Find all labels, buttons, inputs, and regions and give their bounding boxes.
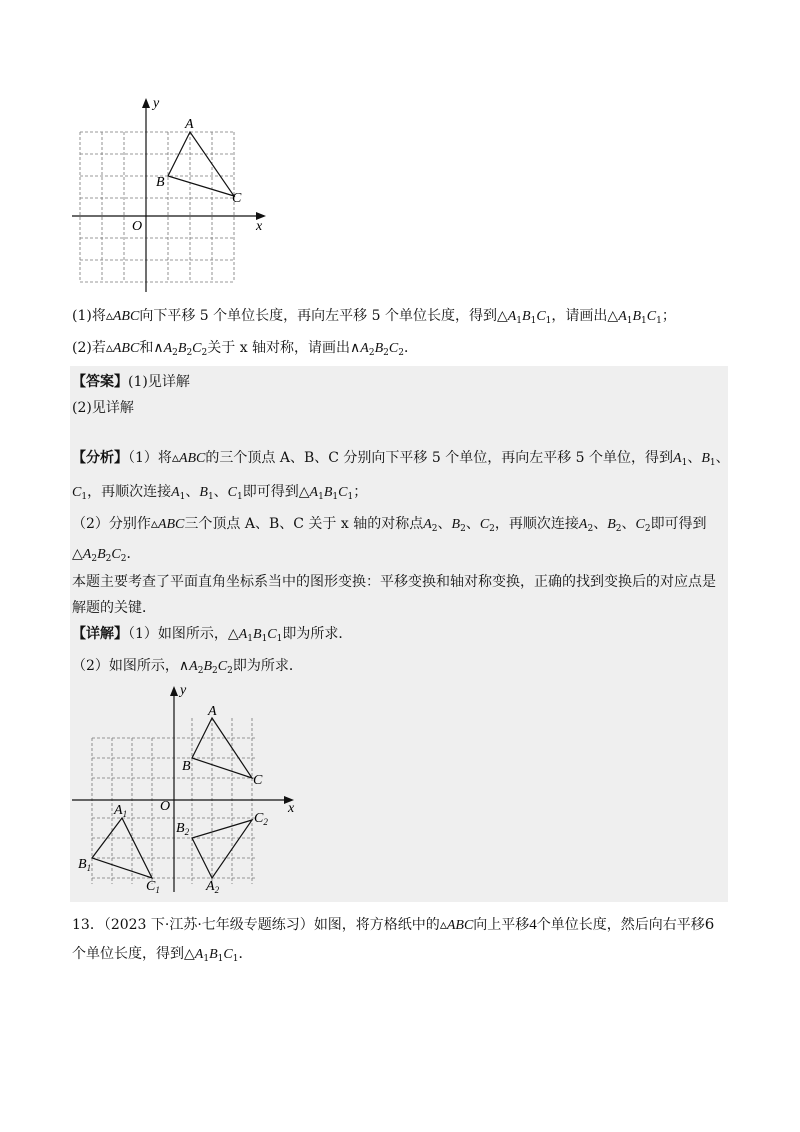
label-c2: $C_2$ xyxy=(254,811,268,827)
label-x: x xyxy=(288,801,295,816)
answer-label: 【答案】 xyxy=(72,374,128,390)
triangle-a2b2c2 xyxy=(192,820,252,878)
analysis-line-3: （2）分别作▵ABC三个顶点 A、B、C 关于 x 轴的对称点$A_2$、$B_2$、$C_2$，再顺次连接$A_2$、$B_2$、$C_2$即可得到 xyxy=(72,516,707,534)
analysis-summary-2: 解题的关键． xyxy=(72,600,156,616)
analysis-line-2: $C_1$，再顺次连接$A_1$、$B_1$、$C_1$即可得到$\triangle A_1B_1C_1$； xyxy=(72,484,368,502)
label-y: y xyxy=(153,96,160,111)
label-b1: $B_1$ xyxy=(78,857,92,873)
triangle-abc xyxy=(168,132,234,196)
figure-1-grid xyxy=(66,92,276,298)
detail-line-1: 【详解】（1）如图所示，$\triangle A_1B_1C_1$即为所求． xyxy=(72,626,353,644)
label-a1: $A_1$ xyxy=(114,803,128,819)
label-y: y xyxy=(180,683,187,698)
analysis-summary-1: 本题主要考查了平面直角坐标系当中的图形变换：平移变换和轴对称变换，正确的找到变换后的对应点是 xyxy=(72,574,716,590)
label-c: C xyxy=(232,191,242,206)
label-x: x xyxy=(256,219,263,234)
label-c: C xyxy=(253,773,263,788)
label-o: O xyxy=(160,799,171,814)
label-o: O xyxy=(132,219,143,234)
label-a: A xyxy=(185,117,194,132)
question-2: (2)若▵ABC和$\wedge A_2B_2C_2$关于 x 轴对称，请画出$\wedge A_2B_2C_2$． xyxy=(72,340,418,358)
detail-line-2: （2）如图所示，$\wedge A_2B_2C_2$即为所求． xyxy=(72,658,303,676)
label-a2: $A_2$ xyxy=(206,879,220,895)
question-13-line-2: 个单位长度，得到$\triangle A_1B_1C_1$． xyxy=(72,946,253,964)
y-axis-arrow xyxy=(170,686,178,696)
answer-line-2: (2)见详解 xyxy=(72,400,134,416)
label-b: B xyxy=(156,175,165,190)
analysis-label: 【分析】 xyxy=(72,450,128,466)
question-number: 13． xyxy=(72,917,104,933)
question-13-line-1: 13．（2023 下·江苏·七年级专题练习）如图，将方格纸中的▵ABC向上平移4个单位长度，然后向右平移6 xyxy=(72,915,715,933)
question-1: (1)将▵ABC向下平移 5 个单位长度，再向左平移 5 个单位长度，得到$\triangle A_1B_1C_1$，请画出$\triangle A_1B_1C_1$； xyxy=(72,308,676,326)
analysis-line-4: $\triangle A_2B_2C_2$． xyxy=(72,546,141,564)
label-b: B xyxy=(182,759,191,774)
triangle-abc xyxy=(192,718,252,778)
answer-line-1: 【答案】(1)见详解 xyxy=(72,374,190,390)
label-a: A xyxy=(208,704,217,719)
analysis-line-1: 【分析】（1）将▵ABC的三个顶点 A、B、C 分别向下平移 5 个单位，再向左平移 5 个单位，得到$A_1$、$B_1$、 xyxy=(72,450,730,468)
triangle-a1b1c1 xyxy=(92,818,152,878)
label-c1: $C_1$ xyxy=(146,879,160,895)
detail-label: 【详解】 xyxy=(72,626,128,642)
figure-2-grid xyxy=(70,680,310,896)
y-axis-arrow xyxy=(142,98,150,108)
label-b2: $B_2$ xyxy=(176,821,190,837)
